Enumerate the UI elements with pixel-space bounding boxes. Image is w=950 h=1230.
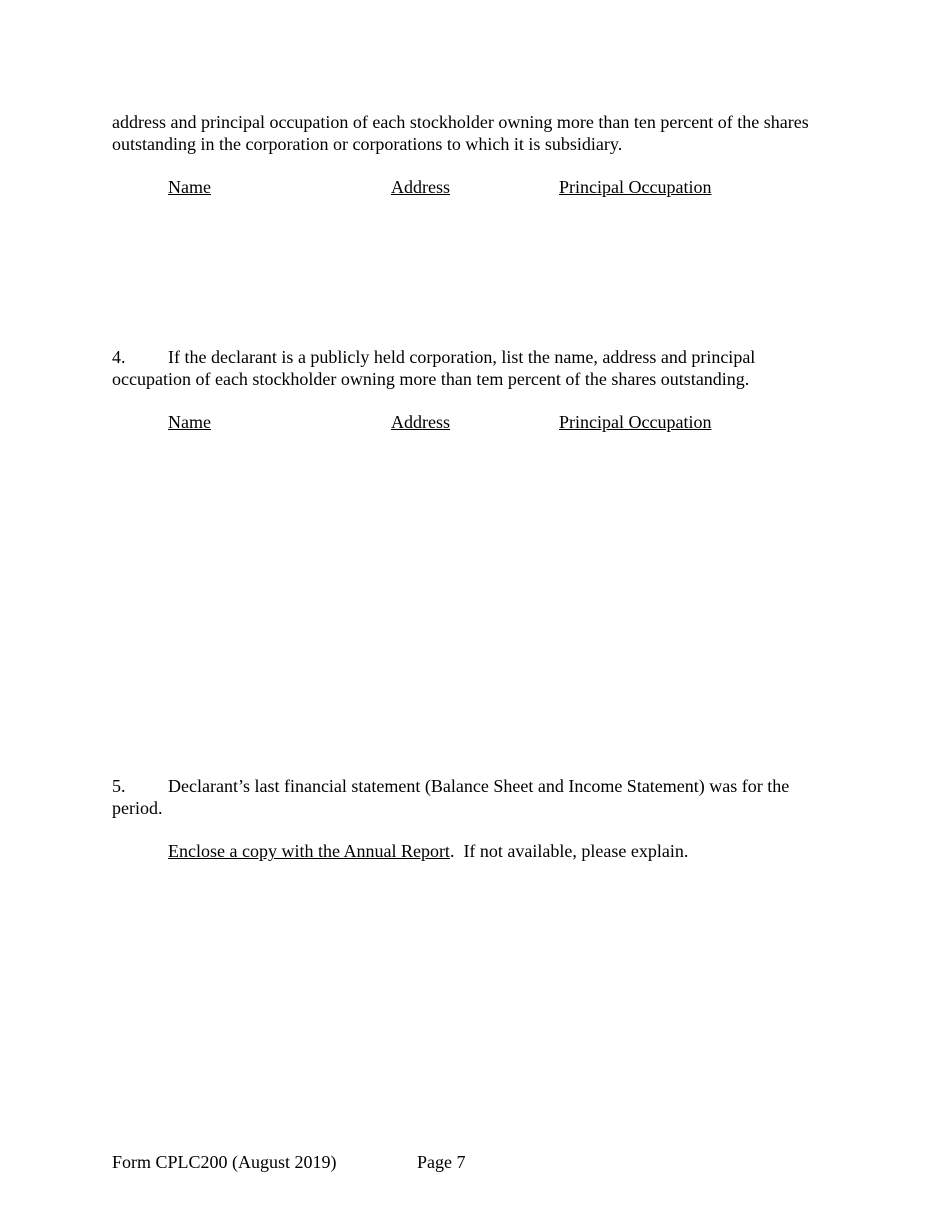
- footer-form-id: Form CPLC200 (August 2019): [112, 1152, 337, 1172]
- section4-text-line2: occupation of each stockholder owning more than tem percent of the shares outstanding.: [112, 369, 750, 389]
- section5-enclose-underlined: Enclose a copy with the Annual Report: [168, 841, 450, 861]
- section5-number: 5.: [112, 776, 126, 796]
- section3-text: [112, 111, 842, 155]
- section3-header-address: Address: [391, 177, 450, 197]
- section5-enclose-instruction: [168, 840, 688, 862]
- section5-text-line1: 5. Declarant’s last financial statement (Balance Sheet and Income Statement) was for the: [112, 776, 790, 796]
- section4-number: 4.: [112, 347, 126, 367]
- section5-text-line2: period.: [112, 798, 163, 818]
- section3-text-line2: outstanding in the corporation or corporations to which it is subsidiary.: [112, 134, 623, 154]
- section4-text-line1: 4. If the declarant is a publicly held corporation, list the name, address and principal: [112, 347, 756, 367]
- footer-page-number: Page 7: [417, 1152, 466, 1172]
- section5-text: [112, 775, 842, 819]
- section5-enclose-rest: . If not available, please explain.: [449, 841, 689, 861]
- section4-header-occupation: Principal Occupation: [559, 412, 712, 432]
- section3-header-occupation: Principal Occupation: [559, 177, 712, 197]
- section3-header-name: Name: [168, 177, 211, 197]
- section3-text-line1: address and principal occupation of each stockholder owning more than ten percent of the shares: [112, 112, 809, 132]
- section4-header-name: Name: [168, 412, 211, 432]
- section4-header-address: Address: [391, 412, 450, 432]
- section4-text: [112, 346, 842, 390]
